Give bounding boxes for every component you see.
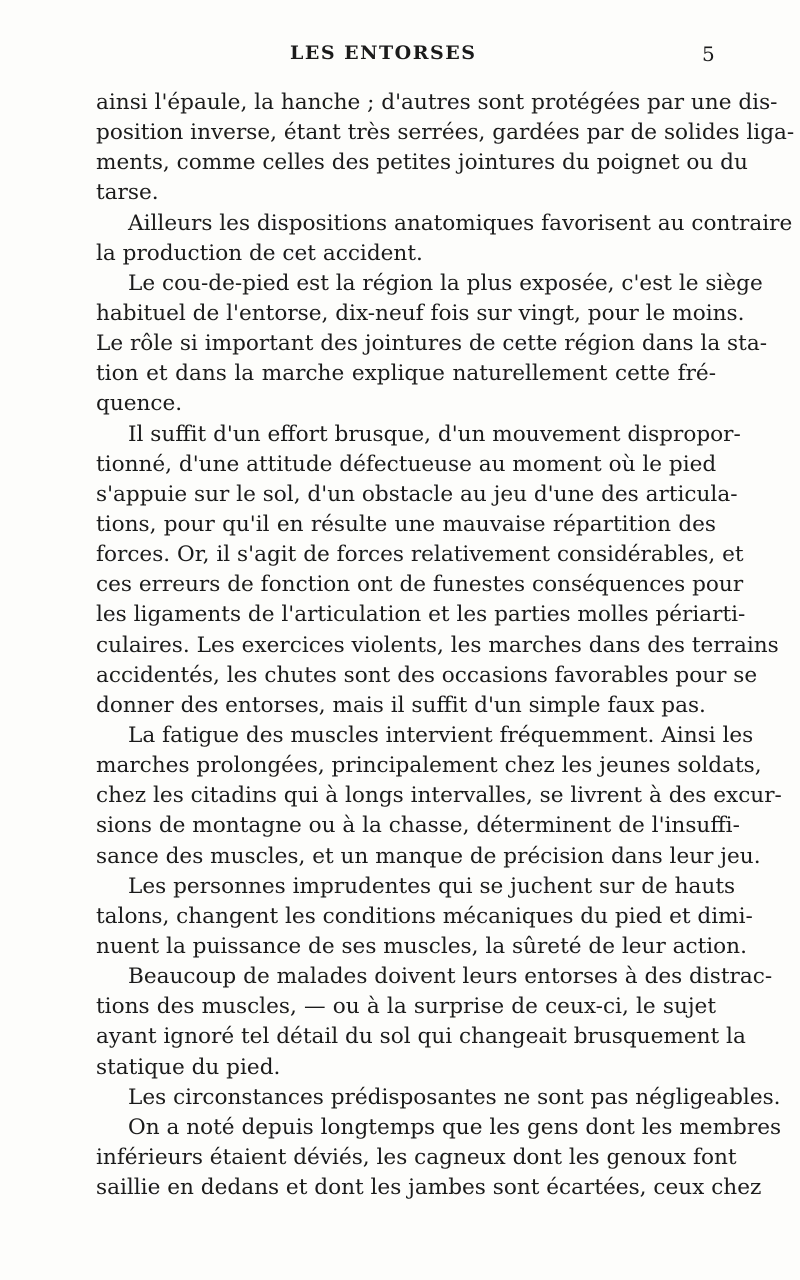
text-line: la production de cet accident. xyxy=(96,240,423,266)
text-line: inférieurs étaient déviés, les cagneux dont les genoux font xyxy=(96,1144,737,1170)
body-text xyxy=(96,88,795,1203)
text-line: ments, comme celles des petites jointures du poignet ou du xyxy=(96,150,748,176)
text-line: position inverse, étant très serrées, gardées par de solides liga- xyxy=(96,120,795,146)
text-line: Les personnes imprudentes qui se juchent sur de hauts xyxy=(128,873,736,899)
text-line: statique du pied. xyxy=(96,1054,281,1080)
text-line: Beaucoup de malades doivent leurs entorses à des distrac- xyxy=(128,964,773,990)
text-line: chez les citadins qui à longs intervalles, se livrent à des excur- xyxy=(96,783,782,809)
text-line: culaires. Les exercices violents, les marches dans des terrains xyxy=(96,632,779,658)
text-line: Ailleurs les dispositions anatomiques favorisent au contraire xyxy=(128,210,793,236)
text-line: marches prolongées, principalement chez les jeunes soldats, xyxy=(96,753,762,779)
text-line: tionné, d'une attitude défectueuse au moment où le pied xyxy=(96,451,717,477)
text-line: Il suffit d'un effort brusque, d'un mouvement dispropor- xyxy=(128,421,741,447)
text-line: Le rôle si important des jointures de cette région dans la sta- xyxy=(96,331,767,357)
text-line: les ligaments de l'articulation et les parties molles périarti- xyxy=(96,602,746,628)
text-line: donner des entorses, mais il suffit d'un simple faux pas. xyxy=(96,692,706,718)
text-line: sance des muscles, et un manque de précision dans leur jeu. xyxy=(96,843,761,869)
text-line: ces erreurs de fonction ont de funestes conséquences pour xyxy=(96,572,744,598)
running-title: LES ENTORSES xyxy=(290,42,477,64)
text-line: tion et dans la marche explique naturellement cette fré- xyxy=(96,361,716,387)
text-line: tions, pour qu'il en résulte une mauvaise répartition des xyxy=(96,511,716,537)
text-line: ayant ignoré tel détail du sol qui changeait brusquement la xyxy=(96,1024,746,1050)
text-line: Les circonstances prédisposantes ne sont pas négligeables. xyxy=(128,1084,781,1110)
text-line: habituel de l'entorse, dix-neuf fois sur vingt, pour le moins. xyxy=(96,300,745,326)
text-line: On a noté depuis longtemps que les gens dont les membres xyxy=(128,1114,782,1140)
text-line: quence. xyxy=(96,391,183,417)
text-line: ainsi l'épaule, la hanche ; d'autres sont protégées par une dis- xyxy=(96,90,778,115)
text-line: sions de montagne ou à la chasse, déterminent de l'insuffi- xyxy=(96,813,740,839)
text-line: accidentés, les chutes sont des occasions favorables pour se xyxy=(96,662,758,688)
text-line: talons, changent les conditions mécaniques du pied et dimi- xyxy=(96,903,753,929)
text-line: tarse. xyxy=(96,180,159,206)
text-line: tions des muscles, — ou à la surprise de ceux-ci, le sujet xyxy=(96,994,716,1020)
text-line: saillie en dedans et dont les jambes sont écartées, ceux chez xyxy=(96,1175,762,1201)
text-line: nuent la puissance de ses muscles, la sûreté de leur action. xyxy=(96,933,747,959)
text-line: s'appuie sur le sol, d'un obstacle au jeu d'une des articula- xyxy=(96,481,738,507)
running-header xyxy=(0,42,800,72)
text-line: La fatigue des muscles intervient fréquemment. Ainsi les xyxy=(128,722,754,748)
text-line: Le cou-de-pied est la région la plus exposée, c'est le siège xyxy=(128,270,763,296)
page-number: 5 xyxy=(702,42,715,66)
text-line: forces. Or, il s'agit de forces relativement considérables, et xyxy=(96,542,744,568)
